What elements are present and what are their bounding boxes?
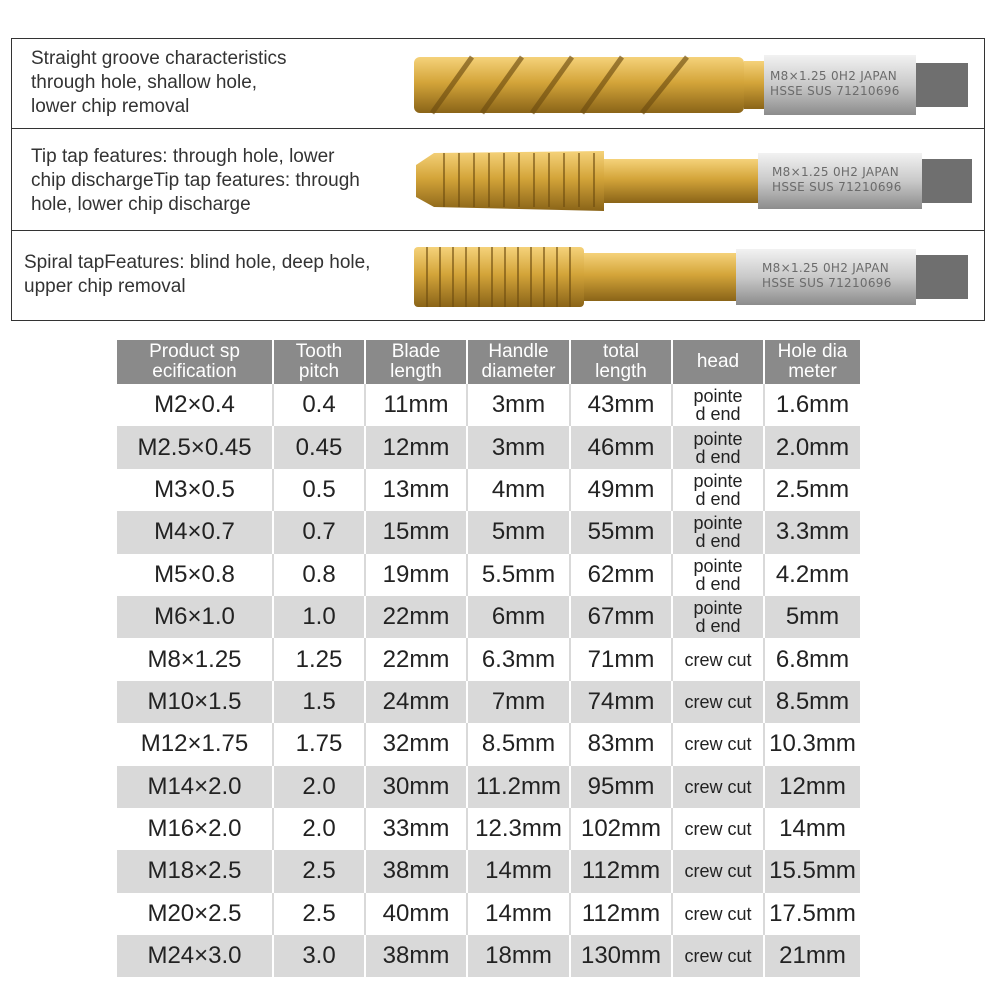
cell-blade-length: 11mm <box>365 384 467 426</box>
cell-blade-length: 40mm <box>365 893 467 935</box>
cell-head: crew cut <box>672 766 764 808</box>
cell-tooth-pitch: 2.0 <box>273 766 365 808</box>
cell-blade-length: 22mm <box>365 638 467 680</box>
feature-description: Tip tap features: through hole, lower chip dischargeTip tap features: through hole, lower chip discharge <box>31 146 360 215</box>
cell-specification: M14×2.0 <box>117 766 273 808</box>
cell-hole-diameter: 2.5mm <box>764 469 860 511</box>
cell-handle-diameter: 18mm <box>467 935 570 977</box>
cell-tooth-pitch: 0.8 <box>273 554 365 596</box>
cell-blade-length: 30mm <box>365 766 467 808</box>
table-row <box>117 723 860 765</box>
cell-head: crew cut <box>672 638 764 680</box>
cell-specification: M2×0.4 <box>117 384 273 426</box>
tap-etching-line1: M8×1.25 0H2 JAPAN <box>772 165 899 179</box>
cell-total-length: 130mm <box>570 935 672 977</box>
cell-hole-diameter: 4.2mm <box>764 554 860 596</box>
cell-total-length: 102mm <box>570 808 672 850</box>
cell-handle-diameter: 14mm <box>467 850 570 892</box>
cell-handle-diameter: 12.3mm <box>467 808 570 850</box>
cell-handle-diameter: 14mm <box>467 893 570 935</box>
cell-blade-length: 33mm <box>365 808 467 850</box>
table-row <box>117 554 860 596</box>
cell-specification: M16×2.0 <box>117 808 273 850</box>
cell-tooth-pitch: 2.5 <box>273 893 365 935</box>
cell-handle-diameter: 6mm <box>467 596 570 638</box>
cell-head: crew cut <box>672 893 764 935</box>
cell-head: crew cut <box>672 850 764 892</box>
cell-handle-diameter: 7mm <box>467 681 570 723</box>
cell-hole-diameter: 14mm <box>764 808 860 850</box>
cell-blade-length: 15mm <box>365 511 467 553</box>
table-row <box>117 638 860 680</box>
cell-tooth-pitch: 2.0 <box>273 808 365 850</box>
tap-etching-line1: M8×1.25 0H2 JAPAN <box>770 69 897 83</box>
cell-handle-diameter: 3mm <box>467 426 570 468</box>
cell-blade-length: 13mm <box>365 469 467 511</box>
table-row <box>117 469 860 511</box>
cell-tooth-pitch: 1.75 <box>273 723 365 765</box>
table-row <box>117 808 860 850</box>
cell-blade-length: 38mm <box>365 850 467 892</box>
cell-head: pointe d end <box>672 554 764 596</box>
table-row <box>117 850 860 892</box>
cell-tooth-pitch: 1.5 <box>273 681 365 723</box>
cell-hole-diameter: 21mm <box>764 935 860 977</box>
cell-tooth-pitch: 0.4 <box>273 384 365 426</box>
cell-specification: M8×1.25 <box>117 638 273 680</box>
cell-hole-diameter: 2.0mm <box>764 426 860 468</box>
cell-head: pointe d end <box>672 384 764 426</box>
feature-panel-tip-tap <box>11 128 985 231</box>
feature-description: Spiral tapFeatures: blind hole, deep hole, upper chip removal <box>24 252 371 297</box>
cell-head: pointe d end <box>672 469 764 511</box>
cell-head: pointe d end <box>672 596 764 638</box>
cell-total-length: 95mm <box>570 766 672 808</box>
tap-etching-line1: M8×1.25 0H2 JAPAN <box>762 261 889 275</box>
cell-handle-diameter: 3mm <box>467 384 570 426</box>
cell-handle-diameter: 5.5mm <box>467 554 570 596</box>
cell-handle-diameter: 6.3mm <box>467 638 570 680</box>
cell-specification: M18×2.5 <box>117 850 273 892</box>
table-row <box>117 681 860 723</box>
cell-handle-diameter: 8.5mm <box>467 723 570 765</box>
cell-hole-diameter: 1.6mm <box>764 384 860 426</box>
cell-total-length: 55mm <box>570 511 672 553</box>
cell-total-length: 112mm <box>570 893 672 935</box>
tap-etching-line2: HSSE SUS 71210696 <box>770 84 900 98</box>
cell-head: crew cut <box>672 935 764 977</box>
cell-tooth-pitch: 0.45 <box>273 426 365 468</box>
cell-total-length: 112mm <box>570 850 672 892</box>
cell-blade-length: 32mm <box>365 723 467 765</box>
cell-head: pointe d end <box>672 511 764 553</box>
cell-hole-diameter: 5mm <box>764 596 860 638</box>
cell-head: crew cut <box>672 723 764 765</box>
cell-specification: M4×0.7 <box>117 511 273 553</box>
cell-specification: M20×2.5 <box>117 893 273 935</box>
table-header-row <box>117 340 860 384</box>
table-row <box>117 596 860 638</box>
tap-etching-line2: HSSE SUS 71210696 <box>772 180 902 194</box>
table-row <box>117 426 860 468</box>
header-head: head <box>672 340 764 384</box>
cell-hole-diameter: 15.5mm <box>764 850 860 892</box>
cell-hole-diameter: 17.5mm <box>764 893 860 935</box>
spiral-tap-image <box>412 237 972 315</box>
feature-panel-straight-groove <box>11 38 985 130</box>
cell-tooth-pitch: 0.5 <box>273 469 365 511</box>
tap-etching-line2: HSSE SUS 71210696 <box>762 276 892 290</box>
straight-groove-tap-image <box>412 45 972 123</box>
table-row <box>117 893 860 935</box>
table-row <box>117 511 860 553</box>
cell-hole-diameter: 10.3mm <box>764 723 860 765</box>
cell-handle-diameter: 5mm <box>467 511 570 553</box>
cell-head: pointe d end <box>672 426 764 468</box>
cell-blade-length: 19mm <box>365 554 467 596</box>
cell-blade-length: 22mm <box>365 596 467 638</box>
cell-hole-diameter: 12mm <box>764 766 860 808</box>
cell-specification: M3×0.5 <box>117 469 273 511</box>
cell-handle-diameter: 11.2mm <box>467 766 570 808</box>
cell-tooth-pitch: 1.25 <box>273 638 365 680</box>
cell-head: crew cut <box>672 681 764 723</box>
cell-specification: M24×3.0 <box>117 935 273 977</box>
cell-tooth-pitch: 1.0 <box>273 596 365 638</box>
cell-tooth-pitch: 2.5 <box>273 850 365 892</box>
cell-blade-length: 38mm <box>365 935 467 977</box>
cell-total-length: 43mm <box>570 384 672 426</box>
cell-hole-diameter: 3.3mm <box>764 511 860 553</box>
cell-total-length: 62mm <box>570 554 672 596</box>
table-row <box>117 935 860 977</box>
cell-blade-length: 24mm <box>365 681 467 723</box>
cell-tooth-pitch: 3.0 <box>273 935 365 977</box>
specification-table <box>117 340 860 977</box>
cell-specification: M6×1.0 <box>117 596 273 638</box>
cell-total-length: 67mm <box>570 596 672 638</box>
cell-total-length: 74mm <box>570 681 672 723</box>
header-hole-diameter: Hole dia meter <box>764 340 860 384</box>
header-handle-diameter: Handle diameter <box>467 340 570 384</box>
cell-total-length: 83mm <box>570 723 672 765</box>
table-row <box>117 766 860 808</box>
cell-specification: M12×1.75 <box>117 723 273 765</box>
table-body <box>117 384 860 977</box>
cell-total-length: 49mm <box>570 469 672 511</box>
feature-panel-spiral-tap <box>11 230 985 321</box>
cell-tooth-pitch: 0.7 <box>273 511 365 553</box>
tip-tap-image <box>414 141 974 219</box>
header-blade-length: Blade length <box>365 340 467 384</box>
header-total-length: total length <box>570 340 672 384</box>
cell-handle-diameter: 4mm <box>467 469 570 511</box>
cell-hole-diameter: 8.5mm <box>764 681 860 723</box>
cell-head: crew cut <box>672 808 764 850</box>
cell-total-length: 71mm <box>570 638 672 680</box>
header-tooth-pitch: Tooth pitch <box>273 340 365 384</box>
feature-description: Straight groove characteristics through hole, shallow hole, lower chip removal <box>31 48 287 117</box>
cell-specification: M5×0.8 <box>117 554 273 596</box>
cell-total-length: 46mm <box>570 426 672 468</box>
header-product-specification: Product sp ecification <box>117 340 273 384</box>
cell-blade-length: 12mm <box>365 426 467 468</box>
cell-specification: M2.5×0.45 <box>117 426 273 468</box>
cell-hole-diameter: 6.8mm <box>764 638 860 680</box>
table-row <box>117 384 860 426</box>
cell-specification: M10×1.5 <box>117 681 273 723</box>
